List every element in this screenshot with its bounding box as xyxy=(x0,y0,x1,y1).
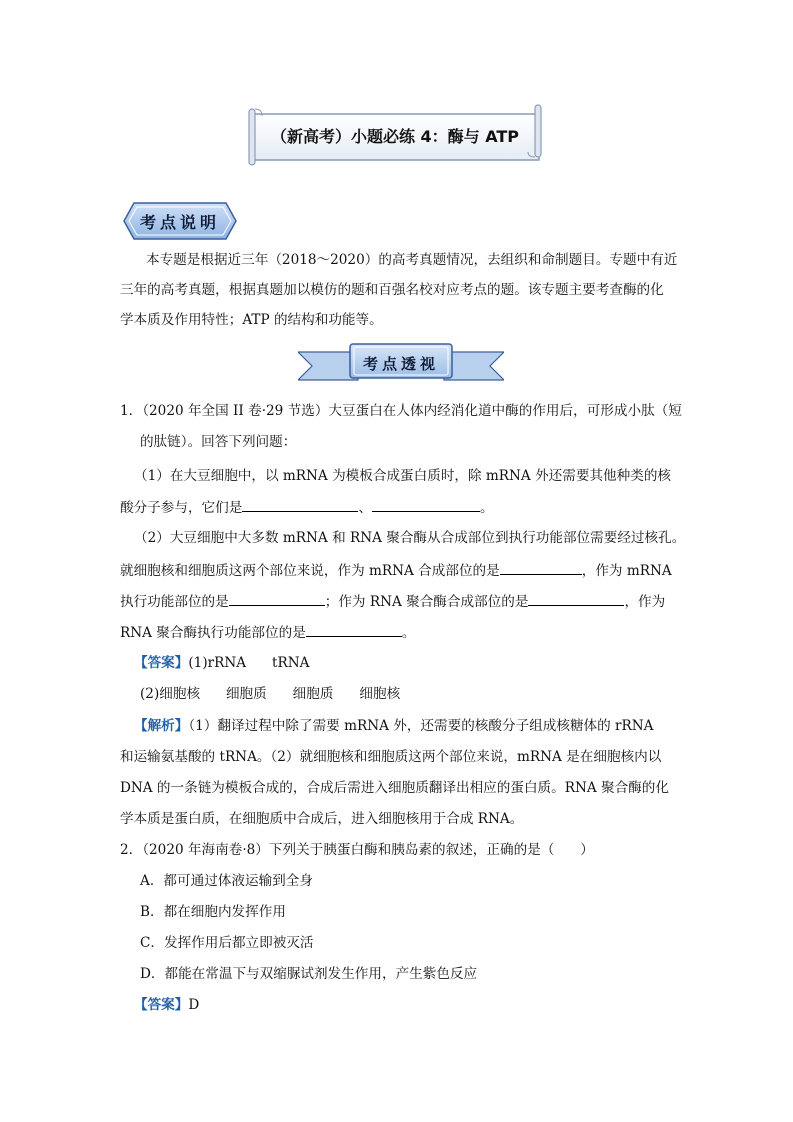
intro-line-3: 学本质及作用特性；ATP 的结构和功能等。 xyxy=(120,312,383,328)
q1-sub2-text: 执行功能部位的是 xyxy=(120,594,229,610)
answer-text: (1)rRNA tRNA xyxy=(188,655,310,671)
intro-line-2: 三年的高考真题，根据真题加以模仿的题和百强名校对应考点的题。该专题主要考查酶的化 xyxy=(120,282,664,298)
q1-sub2-line-4 xyxy=(120,622,415,643)
q1-answer-line-1 xyxy=(134,653,309,673)
blank-1[interactable] xyxy=(242,497,358,512)
q1-stem-line-1: 1．（2020 年全国 II 卷·29 节选）大豆蛋白在人体内经消化道中酶的作用后，可形成小肽（短 xyxy=(120,403,682,419)
q1-sub2-line-2 xyxy=(120,560,672,581)
intro-line-1: 本专题是根据近三年（2018～2020）的高考真题情况，去组织和命制题目。专题中有近 xyxy=(146,252,678,268)
section-badge-label: 考点透视 xyxy=(362,354,439,373)
q1-sub2-text-post: ，作为 xyxy=(624,594,666,610)
blank-3[interactable] xyxy=(500,560,582,575)
blank-4[interactable] xyxy=(229,591,325,606)
q1-analysis-line-3: DNA 的一条链为模板合成的，合成后需进入细胞质翻译出相应的蛋白质。RNA 聚合酶的化 xyxy=(120,780,669,796)
q2-option-b[interactable]: B．都在细胞内发挥作用 xyxy=(140,904,286,920)
section-badge-exam-notes xyxy=(122,201,238,241)
q1-stem-line-2: 的肽链）。回答下列问题： xyxy=(140,434,297,450)
q1-sub2-line-3 xyxy=(120,591,665,612)
separator: 、 xyxy=(358,500,372,516)
q1-sub2-text: RNA 聚合酶执行功能部位的是 xyxy=(120,625,306,641)
q2-option-a[interactable]: A．都可通过体液运输到全身 xyxy=(140,873,313,889)
q1-sub1-text: 酸分子参与，它们是 xyxy=(120,500,243,516)
analysis-tag: 【解析】 xyxy=(134,718,189,734)
q1-sub2-text-mid: ；作为 RNA 聚合酶合成部位的是 xyxy=(324,594,529,610)
q1-sub1-line-2 xyxy=(120,497,494,518)
period: 。 xyxy=(401,625,416,641)
title-banner xyxy=(244,104,546,166)
section-badge-label: 考点说明 xyxy=(139,212,220,232)
q1-answer-line-2: (2)细胞核 细胞质 细胞质 细胞核 xyxy=(140,686,401,702)
q1-sub2-text-post: ，作为 mRNA xyxy=(581,563,672,579)
q2-option-c[interactable]: C．发挥作用后都立即被灭活 xyxy=(140,935,314,951)
blank-5[interactable] xyxy=(528,591,624,606)
section-badge-exam-insight xyxy=(298,342,504,384)
blank-2[interactable] xyxy=(372,497,480,512)
period: 。 xyxy=(479,500,494,516)
q1-sub2-line-1: （2）大豆细胞中大多数 mRNA 和 RNA 聚合酶从合成部位到执行功能部位需要经过核孔。 xyxy=(134,530,686,546)
q2-stem: 2．（2020 年海南卷·8）下列关于胰蛋白酶和胰岛素的叙述，正确的是（ ） xyxy=(120,842,594,858)
page-title: （新高考）小题必练 4：酶与 ATP xyxy=(270,126,520,146)
q1-sub2-text: 就细胞核和细胞质这两个部位来说，作为 mRNA 合成部位的是 xyxy=(120,563,500,579)
answer-text: D xyxy=(188,997,200,1013)
q1-analysis-line-4: 学本质是蛋白质，在细胞质中合成后，进入细胞核用于合成 RNA。 xyxy=(120,811,524,827)
answer-tag: 【答案】 xyxy=(134,655,189,671)
answer-tag: 【答案】 xyxy=(134,997,189,1013)
q2-answer xyxy=(134,995,199,1015)
q2-option-d[interactable]: D．都能在常温下与双缩脲试剂发生作用，产生紫色反应 xyxy=(140,966,478,982)
q1-sub1-line-1: （1）在大豆细胞中，以 mRNA 为模板合成蛋白质时，除 mRNA 外还需要其他种类的核 xyxy=(134,468,672,484)
analysis-text: （1）翻译过程中除了需要 mRNA 外，还需要的核酸分子组成核糖体的 rRNA xyxy=(188,718,654,734)
q1-analysis-line-1 xyxy=(134,716,654,736)
blank-6[interactable] xyxy=(306,622,402,637)
q1-analysis-line-2: 和运输氨基酸的 tRNA。（2）就细胞核和细胞质这两个部位来说，mRNA 是在细胞核内以 xyxy=(120,749,662,765)
